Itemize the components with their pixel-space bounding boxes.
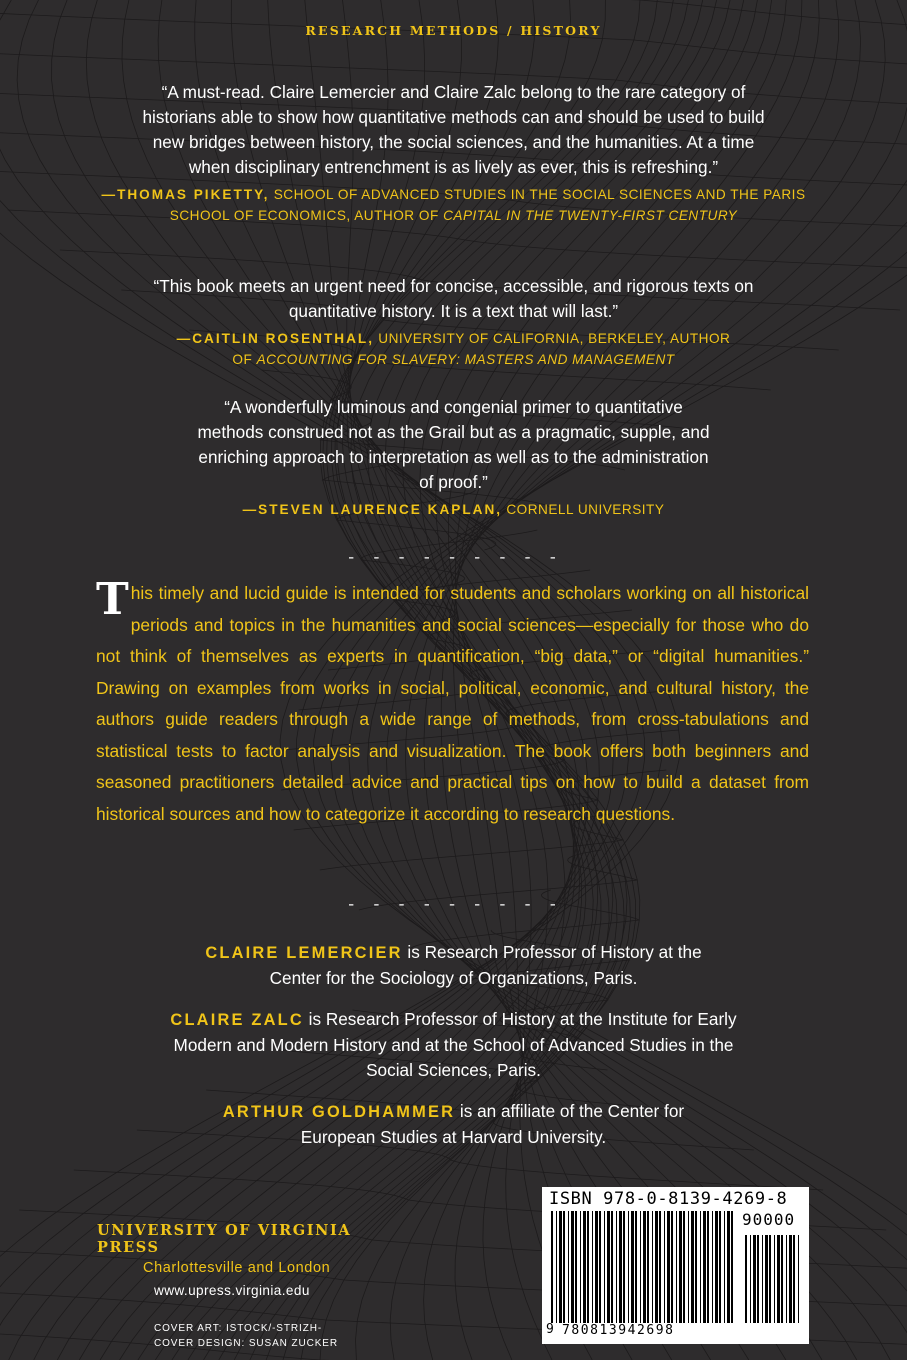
author-name-1: CLAIRE LEMERCIER	[205, 944, 403, 962]
publisher-block	[97, 1222, 417, 1351]
endorsement-1-work: CAPITAL IN THE TWENTY-FIRST CENTURY	[443, 208, 738, 223]
author-bio-1	[80, 940, 827, 991]
barcode-box	[542, 1187, 809, 1344]
endorsement-1	[80, 80, 827, 226]
publisher-name: UNIVERSITY OF VIRGINIA PRESS	[97, 1222, 352, 1256]
endorsement-2	[80, 274, 827, 370]
barcode-bars	[551, 1211, 736, 1323]
cover-design-credit: COVER DESIGN: SUSAN ZUCKER	[154, 1338, 338, 1349]
endorsement-3-text: “A wonderfully luminous and congenial primer to quantitative methods construed not as the Grail but as a pragmatic, supple, and enriching approach to interpretation as well as to the administration of proof.”	[197, 397, 710, 492]
endorsement-2-attribution	[80, 328, 827, 370]
book-description	[96, 574, 809, 830]
barcode-supplement-bars	[745, 1235, 803, 1323]
separator-top: - - - - - - - - -	[346, 549, 561, 567]
author-bio-text-2: is Research Professor of History at the Institute for Early Modern and Modern History and at the School of Advanced Studies in the Social Sciences, Paris.	[173, 1009, 737, 1080]
endorsement-3-affiliation: CORNELL UNIVERSITY	[506, 502, 665, 517]
publisher-url[interactable]: www.upress.virginia.edu	[154, 1283, 310, 1298]
endorsement-1-attribution	[80, 184, 827, 226]
endorsement-2-affiliation: UNIVERSITY OF CALIFORNIA, BERKELEY, AUTHOR OF	[232, 331, 731, 367]
endorsement-2-work: ACCOUNTING FOR SLAVERY: MASTERS AND MANAGEMENT	[256, 352, 675, 367]
category-label: RESEARCH METHODS / HISTORY	[305, 23, 602, 38]
translator-bio-text: is an affiliate of the Center for European Studies at Harvard University.	[300, 1101, 685, 1147]
endorsement-3-attribution	[80, 499, 827, 520]
description-text: his timely and lucid guide is intended for students and scholars working on all historical periods and topics in the humanities and social sciences—especially for those who do not think of themselves as experts in quantification, “big data,” or “digital humanities.” Drawing on examples from works in social, political, economic, and cultural history, the authors guide readers through a wide range of methods, from cross-tabulations and statistical tests to factor analysis and visualization. The book offers both beginners and seasoned practitioners detailed advice and practical tips on how to build a dataset from historical sources and how to categorize it according to research questions.	[96, 583, 809, 824]
barcode-digits: 780813942698	[562, 1323, 675, 1338]
endorsement-2-text: “This book meets an urgent need for concise, accessible, and rigorous texts on quantitative history. It is a text that will last.”	[153, 276, 754, 321]
barcode-lead-digit: 9	[546, 1322, 554, 1337]
endorsement-3	[80, 395, 827, 520]
barcode-supplement-number: 90000	[742, 1210, 796, 1229]
cover-art-credit: COVER ART: ISTOCK/-STRIZH-	[154, 1323, 323, 1334]
isbn-text: ISBN 978-0-8139-4269-8	[549, 1189, 788, 1209]
endorsement-1-name: —THOMAS PIKETTY,	[101, 187, 270, 202]
endorsement-2-name: —CAITLIN ROSENTHAL,	[176, 331, 374, 346]
publisher-city: Charlottesville and London	[143, 1260, 331, 1276]
separator-bottom: - - - - - - - - -	[346, 896, 561, 914]
endorsement-1-affiliation: SCHOOL OF ADVANCED STUDIES IN THE SOCIAL SCIENCES AND THE PARIS SCHOOL OF ECONOMICS, AUTHOR OF	[169, 187, 806, 223]
drop-cap: T	[96, 574, 129, 625]
cover-credits	[97, 1321, 417, 1351]
author-bio-text-1: is Research Professor of History at the Center for the Sociology of Organizations, Paris.	[269, 942, 702, 988]
translator-bio	[80, 1099, 827, 1150]
endorsement-1-text: “A must-read. Claire Lemercier and Claire Zalc belong to the rare category of historians able to show how quantitative methods can and should be used to build new bridges between history, the social sciences, and the humanities. At a time when disciplinary entrenchment is as lively as ever, this is refreshing.”	[142, 82, 765, 177]
author-bio-2	[80, 1007, 827, 1083]
author-name-2: CLAIRE ZALC	[170, 1011, 304, 1029]
endorsement-3-name: —STEVEN LAURENCE KAPLAN,	[242, 502, 503, 517]
translator-name: ARTHUR GOLDHAMMER	[222, 1103, 456, 1121]
